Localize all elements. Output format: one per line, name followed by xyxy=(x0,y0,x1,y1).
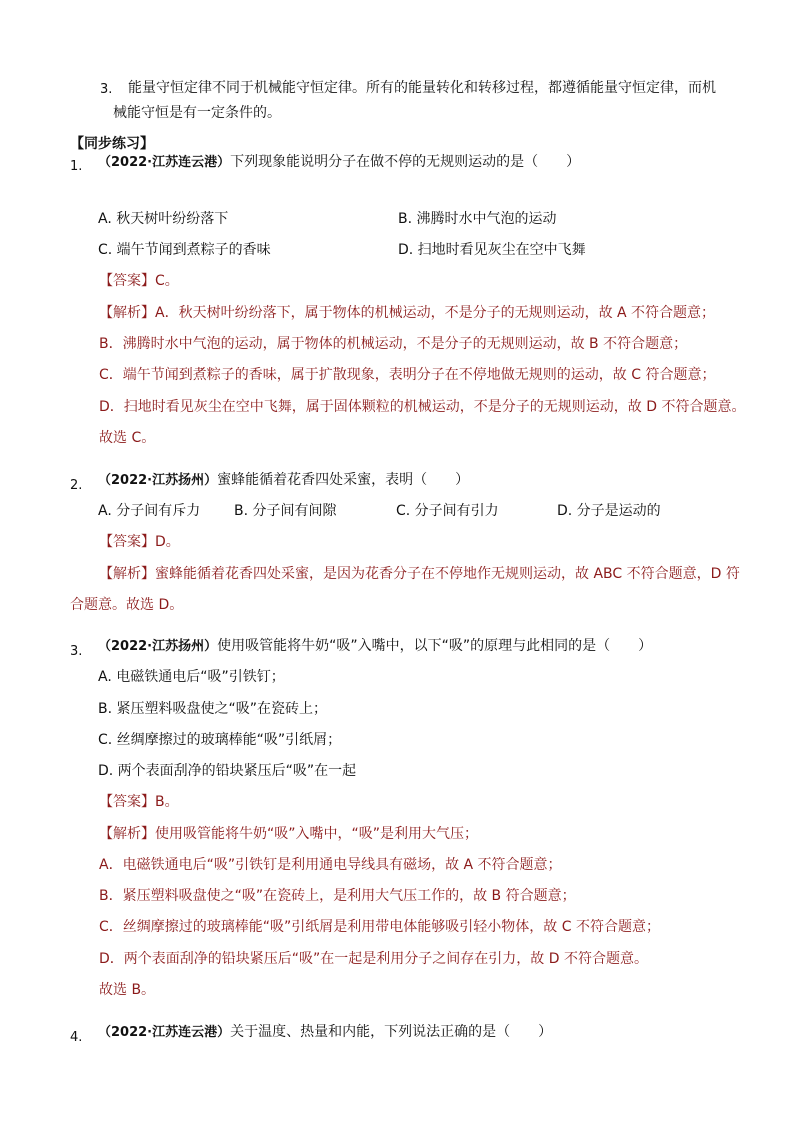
question-4-number: 4. xyxy=(70,1030,83,1045)
question-3-analysis-line-3: B．紧压塑料吸盘使之“吸”在瓷砖上，是利用大气压工作的，故 B 符合题意； xyxy=(99,888,576,904)
question-1-source: （2022·江苏连云港） xyxy=(98,155,231,170)
question-1-analysis-line-5: 故选 C。 xyxy=(99,430,156,446)
question-2-source: （2022·江苏扬州） xyxy=(98,473,218,488)
question-1-stem-text: 下列现象能说明分子在做不停的无规则运动的是（ ） xyxy=(230,154,581,170)
question-2-option-d: D. 分子是运动的 xyxy=(557,503,661,519)
question-2-analysis-line-2: 合题意。故选 D。 xyxy=(70,597,184,613)
question-3-analysis-line-6: 故选 B。 xyxy=(99,982,156,998)
question-3-analysis-line-5: D．两个表面刮净的铅块紧压后“吸”在一起是利用分子之间存在引力，故 D 不符合题意。 xyxy=(99,951,648,967)
question-4-stem-text: 关于温度、热量和内能，下列说法正确的是（ ） xyxy=(230,1024,553,1040)
question-1-answer: 【答案】C。 xyxy=(99,273,179,289)
section-title: 【同步练习】 xyxy=(70,136,154,152)
question-2-stem xyxy=(98,470,469,491)
question-3-source: （2022·江苏扬州） xyxy=(98,639,218,654)
question-1-option-b: B. 沸腾时水中气泡的运动 xyxy=(398,211,557,227)
intro-item-number: 3. xyxy=(100,82,113,97)
question-3-stem xyxy=(98,636,652,657)
intro-item-text-line-1: 能量守恒定律不同于机械能守恒定律。所有的能量转化和转移过程，都遵循能量守恒定律，而机 xyxy=(128,80,716,96)
question-2-analysis-line-1: 【解析】蜜蜂能循着花香四处采蜜，是因为花香分子在不停地作无规则运动，故 ABC 不符合题意，D 符 xyxy=(99,566,740,582)
question-3-answer: 【答案】B。 xyxy=(99,794,179,810)
question-1-option-d: D. 扫地时看见灰尘在空中飞舞 xyxy=(398,242,586,258)
question-1-analysis-line-4: D．扫地时看见灰尘在空中飞舞，属于固体颗粒的机械运动，不是分子的无规则运动，故 D 不符合题意。 xyxy=(99,399,746,415)
question-4-stem xyxy=(98,1022,552,1043)
question-3-number: 3. xyxy=(70,644,83,659)
question-1-analysis-line-3: C．端午节闻到煮粽子的香味，属于扩散现象，表明分子在不停地做无规则的运动，故 C 符合题意； xyxy=(99,367,716,383)
question-3-option-b: B. 紧压塑料吸盘使之“吸”在瓷砖上； xyxy=(98,701,328,717)
question-2-option-a: A. 分子间有斥力 xyxy=(98,503,201,519)
question-3-option-d: D. 两个表面刮净的铅块紧压后“吸”在一起 xyxy=(98,763,357,779)
question-1-number: 1. xyxy=(70,159,83,174)
question-1-stem xyxy=(98,152,580,173)
question-1-analysis-line-1: 【解析】A．秋天树叶纷纷落下，属于物体的机械运动，不是分子的无规则运动，故 A 不符合题意； xyxy=(99,305,716,321)
question-2-option-c: C. 分子间有引力 xyxy=(396,503,499,519)
question-3-option-c: C. 丝绸摩擦过的玻璃棒能“吸”引纸屑； xyxy=(98,732,342,748)
question-1-option-a: A. 秋天树叶纷纷落下 xyxy=(98,211,229,227)
question-2-answer: 【答案】D。 xyxy=(99,534,180,550)
question-4-source: （2022·江苏连云港） xyxy=(98,1025,231,1040)
intro-item-text-line-2: 械能守恒是有一定条件的。 xyxy=(113,105,281,121)
question-1-option-c: C. 端午节闻到煮粽子的香味 xyxy=(98,242,271,258)
question-2-number: 2. xyxy=(70,478,83,493)
question-2-stem-text: 蜜蜂能循着花香四处采蜜，表明（ ） xyxy=(217,472,470,488)
question-1-analysis-line-2: B．沸腾时水中气泡的运动，属于物体的机械运动，不是分子的无规则运动，故 B 不符合题意； xyxy=(99,336,688,352)
question-3-analysis-line-1: 【解析】使用吸管能将牛奶“吸”入嘴中，“吸”是利用大气压； xyxy=(99,826,479,842)
question-2-option-b: B. 分子间有间隙 xyxy=(234,503,337,519)
question-3-stem-text: 使用吸管能将牛奶“吸”入嘴中，以下“吸”的原理与此相同的是（ ） xyxy=(217,638,653,654)
question-3-analysis-line-2: A．电磁铁通电后“吸”引铁钉是利用通电导线具有磁场，故 A 不符合题意； xyxy=(99,857,562,873)
question-3-analysis-line-4: C．丝绸摩擦过的玻璃棒能“吸”引纸屑是利用带电体能够吸引轻小物体，故 C 不符合题意； xyxy=(99,919,660,935)
question-3-option-a: A. 电磁铁通电后“吸”引铁钉； xyxy=(98,669,285,685)
